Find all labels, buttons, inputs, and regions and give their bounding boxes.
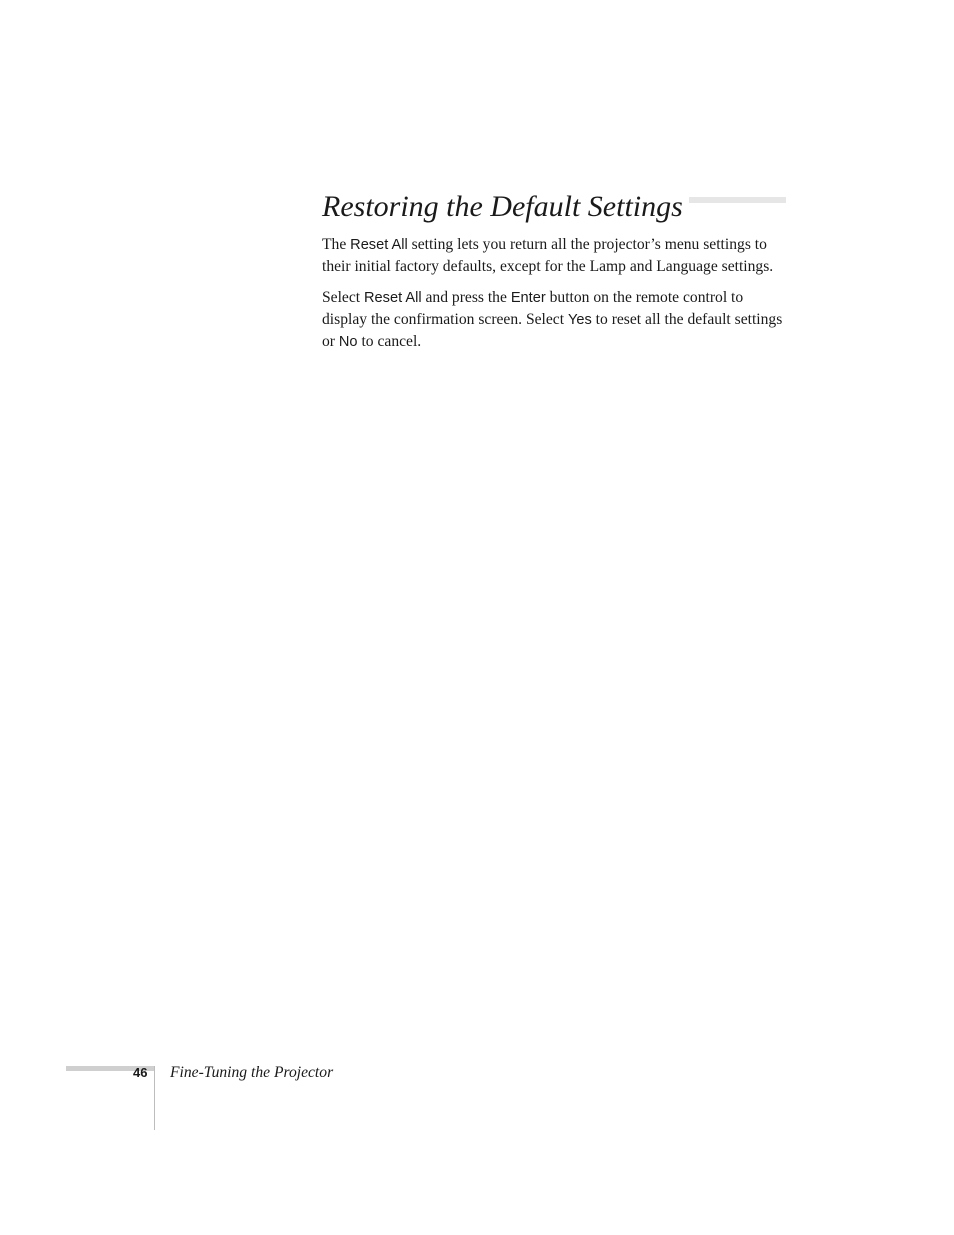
ui-term-enter: Enter xyxy=(510,290,546,306)
ui-term-reset-all: Reset All xyxy=(350,237,408,253)
text-segment: to reset all the default settings or xyxy=(322,311,783,350)
ui-term-no: No xyxy=(338,334,358,350)
running-title: Fine-Tuning the Projector xyxy=(170,1064,334,1081)
ui-term-reset-all: Reset All xyxy=(364,290,422,306)
text-segment: Select xyxy=(322,289,364,306)
text-segment: and press the xyxy=(421,289,511,306)
section-title: Restoring the Default Settings xyxy=(322,187,689,227)
paragraph-reset-instructions xyxy=(322,287,792,353)
text-segment: The xyxy=(322,236,351,253)
body-text xyxy=(322,234,792,362)
text-segment: to cancel. xyxy=(357,333,422,350)
paragraph-reset-all-description xyxy=(322,234,792,278)
footer-divider xyxy=(154,1066,155,1130)
ui-term-yes: Yes xyxy=(567,312,592,328)
text-segment: button on the remote control to display the confirmation screen. Select xyxy=(322,289,744,328)
text-segment: setting lets you return all the projector’s menu settings to their initial factory defaults, except for the Lamp and Language settings. xyxy=(322,236,774,275)
page-number: 46 xyxy=(133,1065,148,1080)
